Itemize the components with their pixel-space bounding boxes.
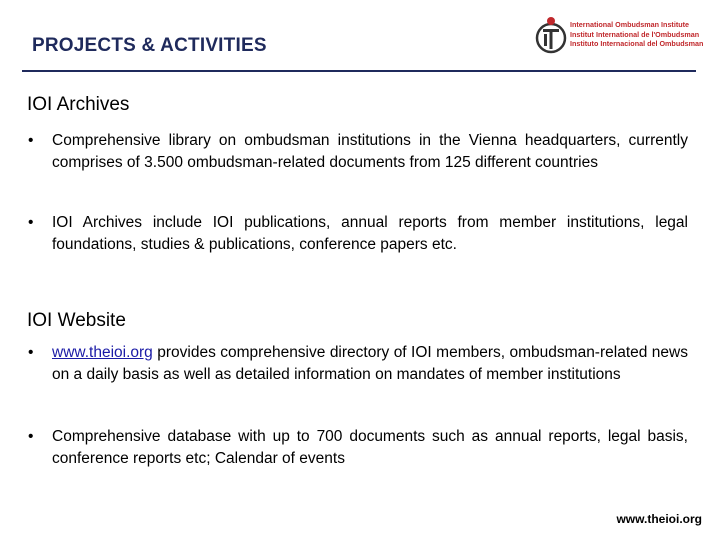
section-heading-archives: IOI Archives	[27, 94, 130, 115]
logo-line-fr: Institut International de l'Ombudsman	[570, 29, 700, 39]
footer-url[interactable]: www.theioi.org	[616, 512, 702, 526]
bullet-text	[52, 342, 688, 386]
ioi-logo	[532, 12, 712, 62]
ioi-logo-icon	[532, 12, 570, 62]
bullet-text: Comprehensive library on ombudsman institutions in the Vienna headquarters, currently comprises of 3.500 ombudsman-related documents from 125 different countries	[52, 132, 688, 171]
list-item	[28, 130, 688, 174]
bullet-marker: •	[28, 344, 34, 361]
bullet-marker: •	[28, 132, 34, 149]
header-divider	[22, 70, 696, 72]
list-item	[28, 212, 688, 256]
logo-line-es: Instituto Internacional del Ombudsman	[570, 39, 704, 48]
list-item	[28, 342, 688, 386]
page-title: PROJECTS & ACTIVITIES	[32, 35, 267, 56]
section-heading-website: IOI Website	[27, 310, 126, 331]
bullet-marker: •	[28, 428, 34, 445]
logo-line-en: International Ombudsman Institute	[570, 20, 690, 29]
website-link[interactable]: www.theioi.org	[52, 344, 153, 361]
list-item	[28, 426, 688, 470]
bullet-text-rest: provides comprehensive directory of IOI members, ombudsman-related news on a daily basis as well as detailed information on mandates of member institutions	[52, 344, 688, 383]
bullet-text: Comprehensive database with up to 700 documents such as annual reports, legal basis, conference reports etc; Calendar of events	[52, 428, 688, 467]
bullet-marker: •	[28, 214, 34, 231]
logo-text	[570, 20, 712, 49]
bullet-text: IOI Archives include IOI publications, annual reports from member institutions, legal foundations, studies & publications, conference papers etc.	[52, 214, 688, 253]
